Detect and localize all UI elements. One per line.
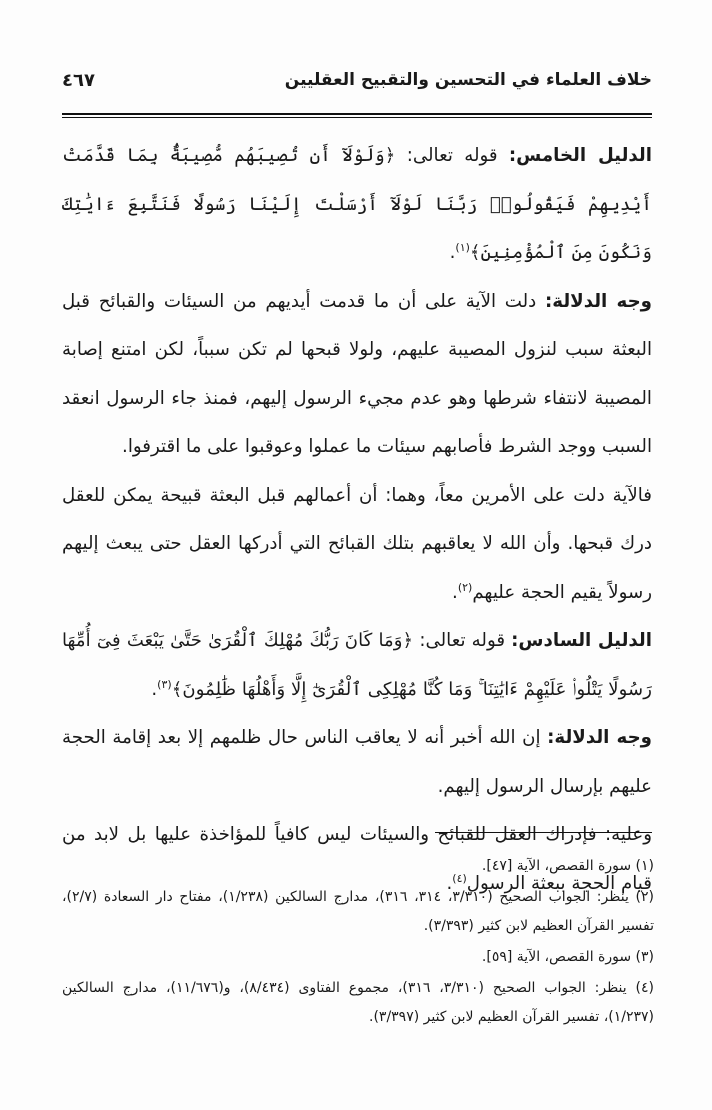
paragraph-end: . — [151, 678, 158, 700]
paragraph-evidence-5 — [62, 132, 652, 278]
footnote-rule — [435, 832, 652, 833]
paragraph-evidence-6 — [62, 617, 652, 714]
paragraph-text: قوله تعالى: — [395, 145, 509, 166]
page-header — [62, 62, 652, 102]
body-text — [62, 132, 652, 908]
paragraph-text: دلت الآية على أن ما قدمت أيديهم من السيئات والقبائح قبل البعثة سبب لنزول المصيبة عليهم، ولولا قبحها لم تكن سبباً، لكن امتنع إصابة المصيبة لانتفاء شرطها وهو عدم مجيء الرسول إليهم، فمنذ جاء الرسول انعقد السبب ووجد الشرط فأصابهم سيئات ما عملوا وعوقبوا على ما اقترفوا. — [62, 290, 652, 457]
footnote-ref: (٢) — [457, 580, 473, 594]
paragraph-text: فالآية دلت على الأمرين معاً، وهما: أن أعمالهم قبل البعثة قبيحة يمكن للعقل درك قبحها. وأن الله لا يعاقبهم بتلك القبائح التي أدركها العقل حتى يبعث إليهم رسولاً يقيم الحجة عليهم — [62, 484, 652, 603]
paragraph-indication-2 — [62, 714, 652, 811]
footnote-ref: (٤) — [452, 871, 467, 885]
paragraph-text: وعليه: فإدراك العقل للقبائح والسيئات ليس كافياً للمؤاخذة عليها بل لابد من قيام الحجة ببعثة الرسول — [62, 824, 652, 894]
paragraph-label: الدليل الخامس: — [508, 145, 652, 166]
paragraph-indication-1 — [62, 278, 652, 472]
paragraph-label: وجه الدلالة: — [545, 290, 652, 312]
paragraph-end: . — [452, 581, 458, 603]
paragraph-conclusion-1 — [62, 472, 652, 618]
paragraph-end: . — [449, 242, 456, 263]
paragraph-label: الدليل السادس: — [511, 630, 652, 651]
footnote-1: (١) سورة القصص، الآية [٤٧]. — [481, 858, 654, 874]
header-rule — [62, 113, 652, 118]
page-number: ٤٦٧ — [62, 70, 95, 91]
paragraph-text: إن الله أخبر أنه لا يعاقب الناس حال ظلمهم إلا بعد إقامة الحجة عليهم بإرسال الرسول إليهم. — [62, 727, 652, 797]
paragraph-end: . — [446, 872, 453, 894]
footnote-3: (٣) سورة القصص، الآية [٥٩]. — [481, 949, 654, 965]
footnote-ref: (٣) — [157, 677, 172, 691]
quran-verse: ﴿وَمَا كَانَ رَبُّكَ مُهْلِكَ ٱلْقُرَىٰ حَتَّىٰ يَبْعَثَ فِىٓ أُمِّهَا رَسُولًا يَتْلُوا۟ عَلَيْهِمْ ءَايَٰتِنَا ۚ وَمَا كُنَّا مُهْلِكِى ٱلْقُرَىٰٓ إِلَّا وَأَهْلُهَا ظَٰلِمُونَ﴾ — [62, 630, 652, 700]
paragraph-label: وجه الدلالة: — [547, 727, 652, 748]
quran-verse: ﴿وَلَوْلَآ أَن تُصِيبَهُم مُّصِيبَةٌۢ بِمَا قَدَّمَتْ أَيْدِيهِمْ فَيَقُولُوا۟ رَبَّنَا لَوْلَآ أَرْسَلْتَ إِلَيْنَا رَسُولًا فَنَتَّبِعَ ءَايَٰتِكَ وَنَكُونَ مِنَ ٱلْمُؤْمِنِينَ﴾ — [62, 145, 652, 263]
running-title: خلاف العلماء في التحسين والتقبيح العقليين — [284, 70, 652, 90]
footnotes — [62, 852, 654, 1034]
footnote-4: (٤) ينظر: الجواب الصحيح (٣/٣١٠، ٣١٦)، مجموع الفتاوى (٨/٤٣٤)، و(١١/٦٧٦)، مدارج السالكين (١/٢٣٧)، تفسير القرآن العظيم لابن كثير (٣/٣٩٧). — [62, 980, 654, 1025]
paragraph-text: قوله تعالى: — [413, 630, 512, 651]
footnote-ref: (١) — [455, 240, 470, 254]
footnote-2: (٢) ينظر: الجواب الصحيح (٣/٣١٠، ٣١٤، ٣١٦)، مدارج السالكين (١/٢٣٨)، مفتاح دار السعادة (٢/٧)، تفسير القرآن العظيم لابن كثير (٣/٣٩٣). — [62, 889, 655, 934]
